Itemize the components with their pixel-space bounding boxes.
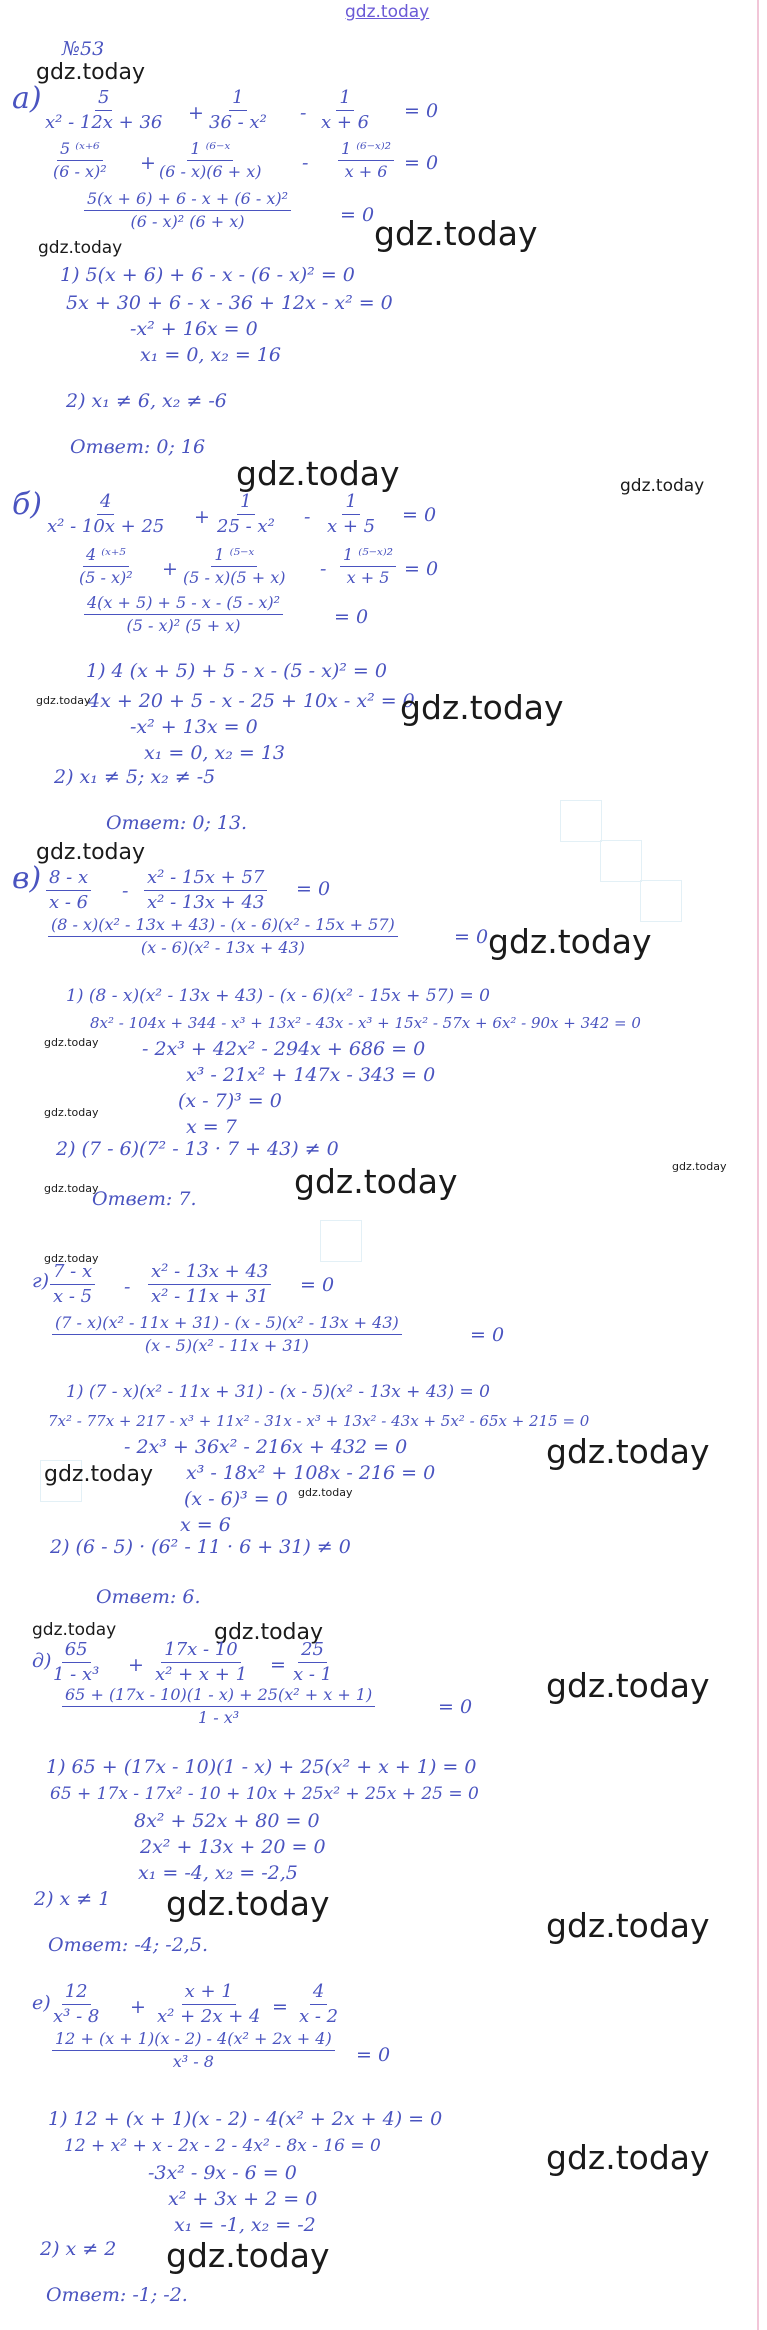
- operator: +: [140, 152, 156, 174]
- problem-number: №53: [62, 38, 105, 60]
- denominator: x² - 11x + 31: [151, 1285, 269, 1307]
- operator: -: [124, 1276, 131, 1298]
- numerator: 12: [62, 1982, 91, 2005]
- solution-line: 2) (6 - 5) · (6² - 11 · 6 + 31) ≠ 0: [50, 1536, 351, 1558]
- denominator: (x - 6)(x² - 13x + 43): [140, 937, 305, 957]
- numerator: 8 - x: [46, 868, 91, 891]
- equation-rhs: = 0: [404, 152, 439, 174]
- denominator: x - 1: [293, 1663, 333, 1685]
- solution-line: -x² + 13x = 0: [130, 716, 258, 738]
- watermark: gdz.today: [400, 688, 564, 727]
- fraction: [50, 1262, 95, 1307]
- solution-line: (x - 6)³ = 0: [184, 1488, 288, 1510]
- notebook-margin-line: [757, 0, 759, 2330]
- part-letter-v: в): [12, 861, 42, 896]
- equation-rhs: = 0: [404, 558, 439, 580]
- numerator: (7 - x)(x² - 11x + 31) - (x - 5)(x² - 13x + 43): [52, 1314, 402, 1335]
- denominator: x + 6: [321, 111, 370, 133]
- solution-line: x₁ = 0, x₂ = 13: [144, 742, 286, 764]
- numerator: 4: [310, 1982, 327, 2005]
- denominator: x² - 13x + 43: [147, 891, 265, 913]
- watermark: gdz.today: [36, 694, 91, 707]
- answer: Ответ: 0; 16: [70, 436, 206, 458]
- watermark: gdz.today: [166, 1884, 330, 1923]
- equation-rhs: = 0: [356, 2044, 391, 2066]
- denominator: x² + x + 1: [155, 1663, 248, 1685]
- denominator: (5 - x)²: [79, 567, 133, 587]
- watermark: gdz.today: [44, 1252, 99, 1265]
- solution-line: -3x² - 9x - 6 = 0: [148, 2162, 297, 2184]
- solution-line: 12 + x² + x - 2x - 2 - 4x² - 8x - 16 = 0: [64, 2136, 381, 2156]
- solution-line: 4x + 20 + 5 - x - 25 + 10x - x² = 0: [88, 690, 415, 712]
- solution-line: -x² + 16x = 0: [130, 318, 258, 340]
- watermark-top[interactable]: gdz.today: [345, 2, 430, 22]
- answer: Ответ: -1; -2.: [46, 2284, 188, 2306]
- numerator: 7 - x: [50, 1262, 95, 1285]
- solution-line: (x - 7)³ = 0: [178, 1090, 282, 1112]
- solution-line: 2) x₁ ≠ 6, x₂ ≠ -6: [66, 390, 227, 412]
- operator: +: [128, 1654, 144, 1676]
- numerator: 12 + (x + 1)(x - 2) - 4(x² + 2x + 4): [52, 2030, 335, 2051]
- fraction: [318, 88, 372, 133]
- denominator: x + 6: [344, 161, 388, 181]
- part-letter-a: а): [12, 81, 42, 116]
- fraction: [50, 1982, 102, 2027]
- fraction: [52, 1314, 402, 1354]
- denominator: x - 5: [53, 1285, 93, 1307]
- fraction: [180, 546, 289, 586]
- answer: Ответ: 6.: [96, 1586, 201, 1608]
- numerator: 25: [298, 1640, 327, 1663]
- numerator: 65: [62, 1640, 91, 1663]
- watermark: gdz.today: [672, 1160, 727, 1173]
- operator: -: [320, 558, 327, 580]
- denominator: 1 - x³: [198, 1707, 240, 1727]
- fraction: [84, 594, 283, 634]
- fraction: [76, 546, 136, 586]
- equation-rhs: = 0: [300, 1274, 335, 1296]
- operator: +: [162, 558, 178, 580]
- solution-line: 1) 12 + (x + 1)(x - 2) - 4(x² + 2x + 4) = 0: [48, 2108, 443, 2130]
- solution-line: 8x² - 104x + 344 - x³ + 13x² - 43x - x³ + 15x² - 57x + 6x² - 90x + 342 = 0: [90, 1014, 641, 1032]
- watermark: gdz.today: [44, 1036, 99, 1049]
- numerator: x² - 13x + 43: [148, 1262, 271, 1285]
- fraction: [50, 140, 110, 180]
- fraction: [338, 140, 394, 180]
- operator: +: [194, 506, 210, 528]
- solution-line: 7x² - 77x + 217 - x³ + 11x² - 31x - x³ + 13x² - 43x + 5x² - 65x + 215 = 0: [48, 1412, 590, 1430]
- denominator: x - 6: [49, 891, 89, 913]
- numerator: 1: [237, 492, 254, 515]
- part-letter-b: б): [12, 487, 43, 522]
- solution-line: 2) (7 - 6)(7² - 13 · 7 + 43) ≠ 0: [56, 1138, 339, 1160]
- numerator: 65 + (17x - 10)(1 - x) + 25(x² + x + 1): [62, 1686, 375, 1707]
- answer: Ответ: -4; -2,5.: [48, 1934, 208, 1956]
- denominator: 36 - x²: [209, 111, 267, 133]
- fraction: [42, 88, 165, 133]
- denominator: x² - 12x + 36: [45, 111, 163, 133]
- faint-grid-fragment: [640, 880, 682, 922]
- solution-line: - 2x³ + 36x² - 216x + 432 = 0: [124, 1436, 408, 1458]
- answer: Ответ: 0; 13.: [106, 812, 248, 834]
- solution-line: 1) 65 + (17x - 10)(1 - x) + 25(x² + x + 1) = 0: [46, 1756, 477, 1778]
- numerator: x² - 15x + 57: [144, 868, 267, 891]
- denominator: (6 - x)²: [53, 161, 107, 181]
- solution-line: 5x + 30 + 6 - x - 36 + 12x - x² = 0: [66, 292, 393, 314]
- denominator: x³ - 8: [53, 2005, 100, 2027]
- solution-line: 2x² + 13x + 20 = 0: [140, 1836, 326, 1858]
- denominator: (x - 5)(x² - 11x + 31): [144, 1335, 309, 1355]
- numerator: 1 ⁽⁶⁻ˣ: [187, 140, 233, 161]
- faint-grid-fragment: [320, 1220, 362, 1262]
- operator: =: [270, 1654, 286, 1676]
- solution-line: x₁ = -1, x₂ = -2: [174, 2214, 316, 2236]
- fraction: [152, 1640, 250, 1685]
- watermark: gdz.today: [546, 1666, 710, 1705]
- fraction: [290, 1640, 335, 1685]
- numerator: x + 1: [182, 1982, 236, 2005]
- answer: Ответ: 7.: [92, 1188, 197, 1210]
- numerator: 1: [336, 88, 353, 111]
- fraction: [144, 868, 267, 913]
- watermark: gdz.today: [374, 214, 538, 253]
- solution-line: x² + 3x + 2 = 0: [168, 2188, 318, 2210]
- fraction: [50, 1640, 102, 1685]
- operator: +: [130, 1996, 146, 2018]
- fraction: [206, 88, 270, 133]
- watermark: gdz.today: [546, 1906, 710, 1945]
- equation-rhs: = 0: [454, 926, 489, 948]
- fraction: [84, 190, 291, 230]
- denominator: (6 - x)² (6 + x): [130, 211, 245, 231]
- numerator: 1: [342, 492, 359, 515]
- denominator: x - 2: [299, 2005, 339, 2027]
- solution-line: 2) x ≠ 2: [40, 2238, 117, 2260]
- solution-line: 65 + 17x - 17x² - 10 + 10x + 25x² + 25x + 25 = 0: [50, 1784, 479, 1804]
- fraction: [44, 492, 167, 537]
- watermark: gdz.today: [236, 454, 400, 493]
- solution-line: 1) (7 - x)(x² - 11x + 31) - (x - 5)(x² - 13x + 43) = 0: [66, 1382, 490, 1402]
- faint-grid-fragment: [600, 840, 642, 882]
- fraction: [324, 492, 378, 537]
- solution-line: - 2x³ + 42x² - 294x + 686 = 0: [142, 1038, 426, 1060]
- watermark: gdz.today: [38, 238, 123, 258]
- operator: +: [188, 102, 204, 124]
- operator: -: [302, 152, 309, 174]
- watermark: gdz.today: [44, 1106, 99, 1119]
- solution-line: x³ - 18x² + 108x - 216 = 0: [186, 1462, 436, 1484]
- denominator: x² + 2x + 4: [157, 2005, 261, 2027]
- numerator: 1 ⁽⁵⁻ˣ: [211, 546, 257, 567]
- fraction: [148, 1262, 271, 1307]
- numerator: 5 ⁽ˣ⁺⁶: [57, 140, 103, 161]
- watermark: gdz.today: [214, 1620, 324, 1645]
- equation-rhs: = 0: [402, 504, 437, 526]
- solution-line: 8x² + 52x + 80 = 0: [134, 1810, 320, 1832]
- equation-rhs: = 0: [470, 1324, 505, 1346]
- solution-line: x = 6: [180, 1514, 231, 1536]
- operator: -: [122, 880, 129, 902]
- denominator: x² - 10x + 25: [47, 515, 165, 537]
- watermark: gdz.today: [546, 1432, 710, 1471]
- solution-line: 1) (8 - x)(x² - 13x + 43) - (x - 6)(x² - 15x + 57) = 0: [66, 986, 490, 1006]
- fraction: [340, 546, 396, 586]
- watermark: gdz.today: [44, 1182, 99, 1195]
- denominator: 25 - x²: [217, 515, 275, 537]
- part-letter-d: д): [32, 1650, 52, 1672]
- watermark: gdz.today: [294, 1162, 458, 1201]
- solution-line: 2) x₁ ≠ 5; x₂ ≠ -5: [54, 766, 216, 788]
- numerator: 1 ⁽⁶⁻ˣ⁾²: [338, 140, 394, 161]
- numerator: 4: [97, 492, 114, 515]
- numerator: 4(x + 5) + 5 - x - (5 - x)²: [84, 594, 283, 615]
- watermark: gdz.today: [32, 1620, 117, 1640]
- numerator: 1: [229, 88, 246, 111]
- fraction: [52, 2030, 335, 2070]
- operator: -: [304, 506, 311, 528]
- operator: -: [300, 102, 307, 124]
- fraction: [156, 140, 265, 180]
- denominator: x + 5: [346, 567, 390, 587]
- numerator: 17x - 10: [161, 1640, 241, 1663]
- solution-line: 2) x ≠ 1: [34, 1888, 111, 1910]
- numerator: 4 ⁽ˣ⁺⁵: [83, 546, 129, 567]
- part-letter-e: е): [32, 1992, 51, 2014]
- equation-rhs: = 0: [404, 100, 439, 122]
- fraction: [296, 1982, 341, 2027]
- watermark: gdz.today: [36, 840, 146, 865]
- watermark: gdz.today: [546, 2138, 710, 2177]
- solution-line: x₁ = 0, x₂ = 16: [140, 344, 282, 366]
- solution-line: x₁ = -4, x₂ = -2,5: [138, 1862, 298, 1884]
- watermark: gdz.today: [44, 1462, 154, 1487]
- numerator: 1 ⁽⁵⁻ˣ⁾²: [340, 546, 396, 567]
- fraction: [48, 916, 398, 956]
- watermark: gdz.today: [298, 1486, 353, 1499]
- equation-rhs: = 0: [334, 606, 369, 628]
- denominator: x³ - 8: [172, 2051, 214, 2071]
- equation-rhs: = 0: [296, 878, 331, 900]
- watermark: gdz.today: [488, 922, 652, 961]
- numerator: 5: [95, 88, 112, 111]
- denominator: (6 - x)(6 + x): [159, 161, 262, 181]
- solution-line: 1) 4 (x + 5) + 5 - x - (5 - x)² = 0: [86, 660, 387, 682]
- solution-line: x³ - 21x² + 147x - 343 = 0: [186, 1064, 436, 1086]
- fraction: [62, 1686, 375, 1726]
- faint-grid-fragment: [560, 800, 602, 842]
- numerator: (8 - x)(x² - 13x + 43) - (x - 6)(x² - 15x + 57): [48, 916, 398, 937]
- fraction: [214, 492, 278, 537]
- fraction: [154, 1982, 263, 2027]
- solution-line: 1) 5(x + 6) + 6 - x - (6 - x)² = 0: [60, 264, 355, 286]
- denominator: (5 - x)(5 + x): [183, 567, 286, 587]
- watermark: gdz.today: [620, 476, 705, 496]
- part-letter-g: г): [32, 1270, 50, 1292]
- equation-rhs: = 0: [438, 1696, 473, 1718]
- numerator: 5(x + 6) + 6 - x + (6 - x)²: [84, 190, 291, 211]
- equation-rhs: = 0: [340, 204, 375, 226]
- watermark: gdz.today: [166, 2236, 330, 2275]
- solution-line: x = 7: [186, 1116, 237, 1138]
- denominator: 1 - x³: [53, 1663, 100, 1685]
- denominator: (5 - x)² (5 + x): [126, 615, 241, 635]
- fraction: [46, 868, 91, 913]
- operator: =: [272, 1996, 288, 2018]
- watermark: gdz.today: [36, 60, 146, 85]
- denominator: x + 5: [327, 515, 376, 537]
